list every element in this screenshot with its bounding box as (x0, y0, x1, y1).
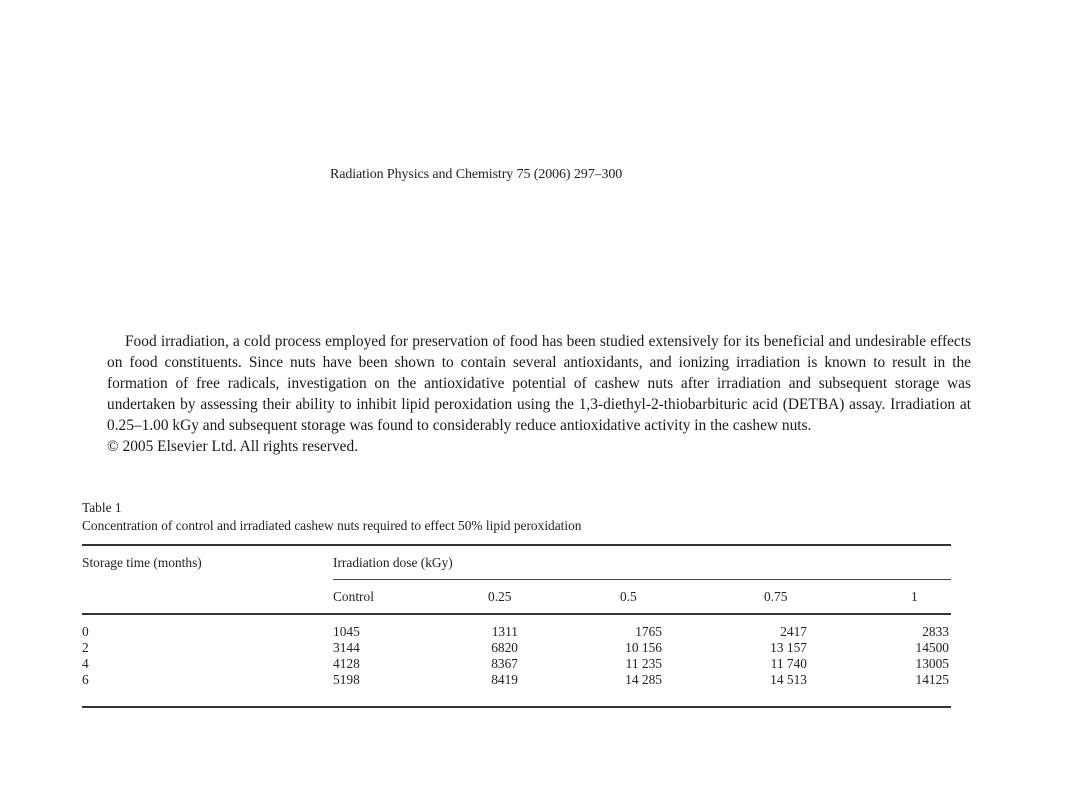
value-0.75: 13 157 (770, 640, 807, 655)
table-top-rule (82, 544, 951, 546)
storage-time: 2 (82, 640, 89, 655)
row-header: Storage time (months) (82, 555, 202, 570)
value-0.75: 14 513 (770, 672, 807, 687)
column-header-control: Control (333, 589, 374, 604)
table-caption: Concentration of control and irradiated cashew nuts required to effect 50% lipid peroxidation (82, 518, 582, 533)
group-header: Irradiation dose (kGy) (333, 555, 453, 570)
storage-time: 0 (82, 624, 89, 639)
storage-time: 4 (82, 656, 89, 671)
table-label: Table 1 (82, 500, 122, 515)
value-0.25: 8367 (491, 656, 518, 671)
value-control: 3144 (333, 640, 360, 655)
value-0.5: 10 156 (625, 640, 662, 655)
value-control: 1045 (333, 624, 360, 639)
header-bottom-rule (82, 613, 951, 615)
value-0.5: 11 235 (625, 656, 662, 671)
value-0.25: 8419 (491, 672, 518, 687)
copyright-notice: © 2005 Elsevier Ltd. All rights reserved. (107, 438, 359, 455)
group-header-rule (333, 579, 951, 580)
column-header-0.25: 0.25 (488, 589, 512, 604)
value-0.75: 2417 (780, 624, 807, 639)
storage-time: 6 (82, 672, 89, 687)
column-header-0.75: 0.75 (764, 589, 788, 604)
value-0.5: 14 285 (625, 672, 662, 687)
column-header-1: 1 (911, 589, 918, 604)
value-1: 13005 (915, 656, 949, 671)
value-0.75: 11 740 (770, 656, 807, 671)
value-1: 14125 (915, 672, 949, 687)
abstract-text: Food irradiation, a cold process employed for preservation of food has been studied extensively for its beneficial and undesirable effects on food constituents. Since nuts have been shown to contain several antioxidants, and ionizing irradiation is known to result in the formation of free radicals, investigation on the antioxidative potential of cashew nuts after irradiation and subsequent storage was undertaken by assessing their ability to inhibit lipid peroxidation using the 1,3-diethyl-2-thiobarbituric acid (DETBA) assay. Irradiation at 0.25–1.00 kGy and subsequent storage was found to considerably reduce antioxidative activity in the cashew nuts. (107, 333, 971, 434)
table-bottom-rule (82, 706, 951, 708)
value-1: 14500 (915, 640, 949, 655)
value-control: 5198 (333, 672, 360, 687)
abstract (107, 331, 971, 457)
value-0.25: 6820 (491, 640, 518, 655)
value-0.25: 1311 (491, 624, 518, 639)
journal-reference: Radiation Physics and Chemistry 75 (2006) 297–300 (330, 167, 623, 182)
value-0.5: 1765 (635, 624, 662, 639)
value-1: 2833 (922, 624, 949, 639)
column-header-0.5: 0.5 (620, 589, 637, 604)
value-control: 4128 (333, 656, 360, 671)
